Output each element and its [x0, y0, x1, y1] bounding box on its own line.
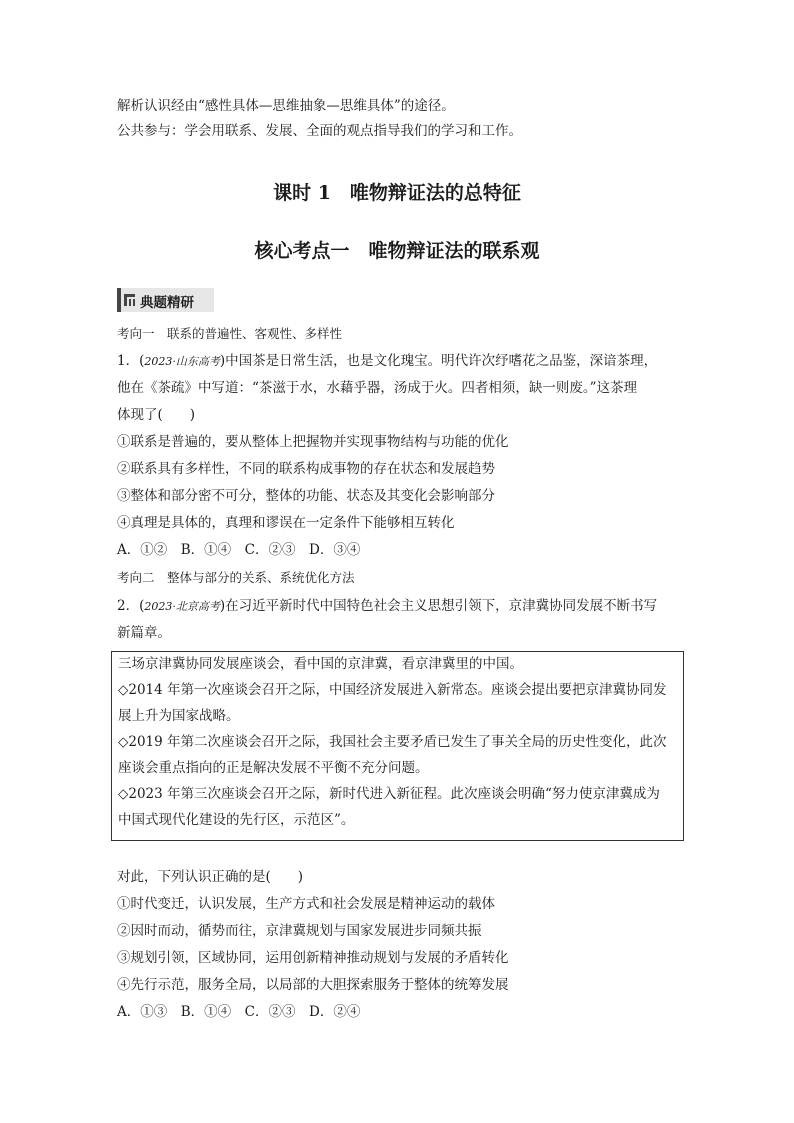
- q2-option-4: ④先行示范，服务全局，以局部的大胆探索服务于整体的统筹发展: [117, 977, 509, 993]
- material-box: [111, 651, 684, 841]
- q1-stem-line-1: [117, 351, 657, 372]
- tag-label: 典题精研: [140, 295, 194, 311]
- q2-stem-a: )在习近平新时代中国特色社会主义思想引领下，京津冀协同发展不断书写: [219, 598, 658, 614]
- intro-line-2: 公共参与：学会用联系、发展、全面的观点指导我们的学习和工作。: [117, 123, 522, 139]
- box-line-4: ◇2019 年第二次座谈会召开之际，我国社会主要矛盾已发生了事关全局的历史性变化，此次: [118, 734, 667, 750]
- q1-source: 2023·山东高考: [144, 355, 220, 368]
- q2-choices: A．①③ B．①④ C．②③ D．②④: [117, 1004, 361, 1020]
- q2-ask: 对此，下列认识正确的是( ): [117, 869, 304, 885]
- box-line-5: 座谈会重点指向的正是解决发展不平衡不充分问题。: [118, 760, 429, 776]
- section-tag: [117, 288, 214, 312]
- q1-stem-a: )中国茶是日常生活，也是文化瑰宝。明代许次纾嗜花之品鉴，深谙茶理，: [219, 353, 658, 369]
- q2-source: 2023·北京高考: [144, 600, 220, 613]
- q1-option-2: ②联系具有多样性，不同的联系构成事物的存在状态和发展趋势: [117, 461, 495, 477]
- q1-choices: A．①② B．①④ C．②③ D．③④: [117, 542, 361, 558]
- q2-number: 2．(: [117, 598, 145, 614]
- q2-stem-line-2: 新篇章。: [117, 625, 171, 641]
- book-icon: [124, 294, 135, 306]
- q2-option-2: ②因时而动，循势而往，京津冀规划与国家发展进步同频共振: [117, 923, 482, 939]
- section-title: 核心考点一 唯物辩证法的联系观: [254, 240, 540, 262]
- tag-accent-bar: [117, 288, 121, 312]
- lesson-title: 课时 1 唯物辩证法的总特征: [273, 182, 521, 204]
- direction-2: 考向二 整体与部分的关系、系统优化方法: [117, 570, 355, 585]
- q2-option-1: ①时代变迁，认识发展，生产方式和社会发展是精神运动的载体: [117, 896, 495, 912]
- box-line-3: 展上升为国家战略。: [118, 708, 240, 724]
- q1-number: 1．(: [117, 353, 145, 369]
- intro-line-1: 解析认识经由“感性具体—思维抽象—思维具体”的途径。: [117, 98, 455, 114]
- box-line-7: 中国式现代化建设的先行区，示范区”。: [118, 812, 355, 828]
- box-line-6: ◇2023 年第三次座谈会召开之际，新时代进入新征程。此次座谈会明确“努力使京津冀成为: [118, 786, 660, 802]
- q2-option-3: ③规划引领，区域协同，运用创新精神推动规划与发展的矛盾转化: [117, 950, 509, 966]
- q1-stem-line-3: 体现了( ): [117, 407, 196, 423]
- q1-option-1: ①联系是普遍的，要从整体上把握物并实现事物结构与功能的优化: [117, 434, 509, 450]
- box-line-1: 三场京津冀协同发展座谈会，看中国的京津冀，看京津冀里的中国。: [118, 656, 523, 672]
- q1-option-4: ④真理是具体的，真理和谬误在一定条件下能够相互转化: [117, 515, 455, 531]
- q2-stem-line-1: [117, 596, 657, 617]
- direction-1: 考向一 联系的普遍性、客观性、多样性: [117, 326, 343, 341]
- q1-stem-line-2: 他在《茶疏》中写道：“茶滋于水，水藉乎器，汤成于火。四者相须，缺一则废。”这茶理: [117, 380, 638, 396]
- box-line-2: ◇2014 年第一次座谈会召开之际，中国经济发展进入新常态。座谈会提出要把京津冀协同发: [118, 682, 667, 698]
- q1-option-3: ③整体和部分密不可分，整体的功能、状态及其变化会影响部分: [117, 488, 495, 504]
